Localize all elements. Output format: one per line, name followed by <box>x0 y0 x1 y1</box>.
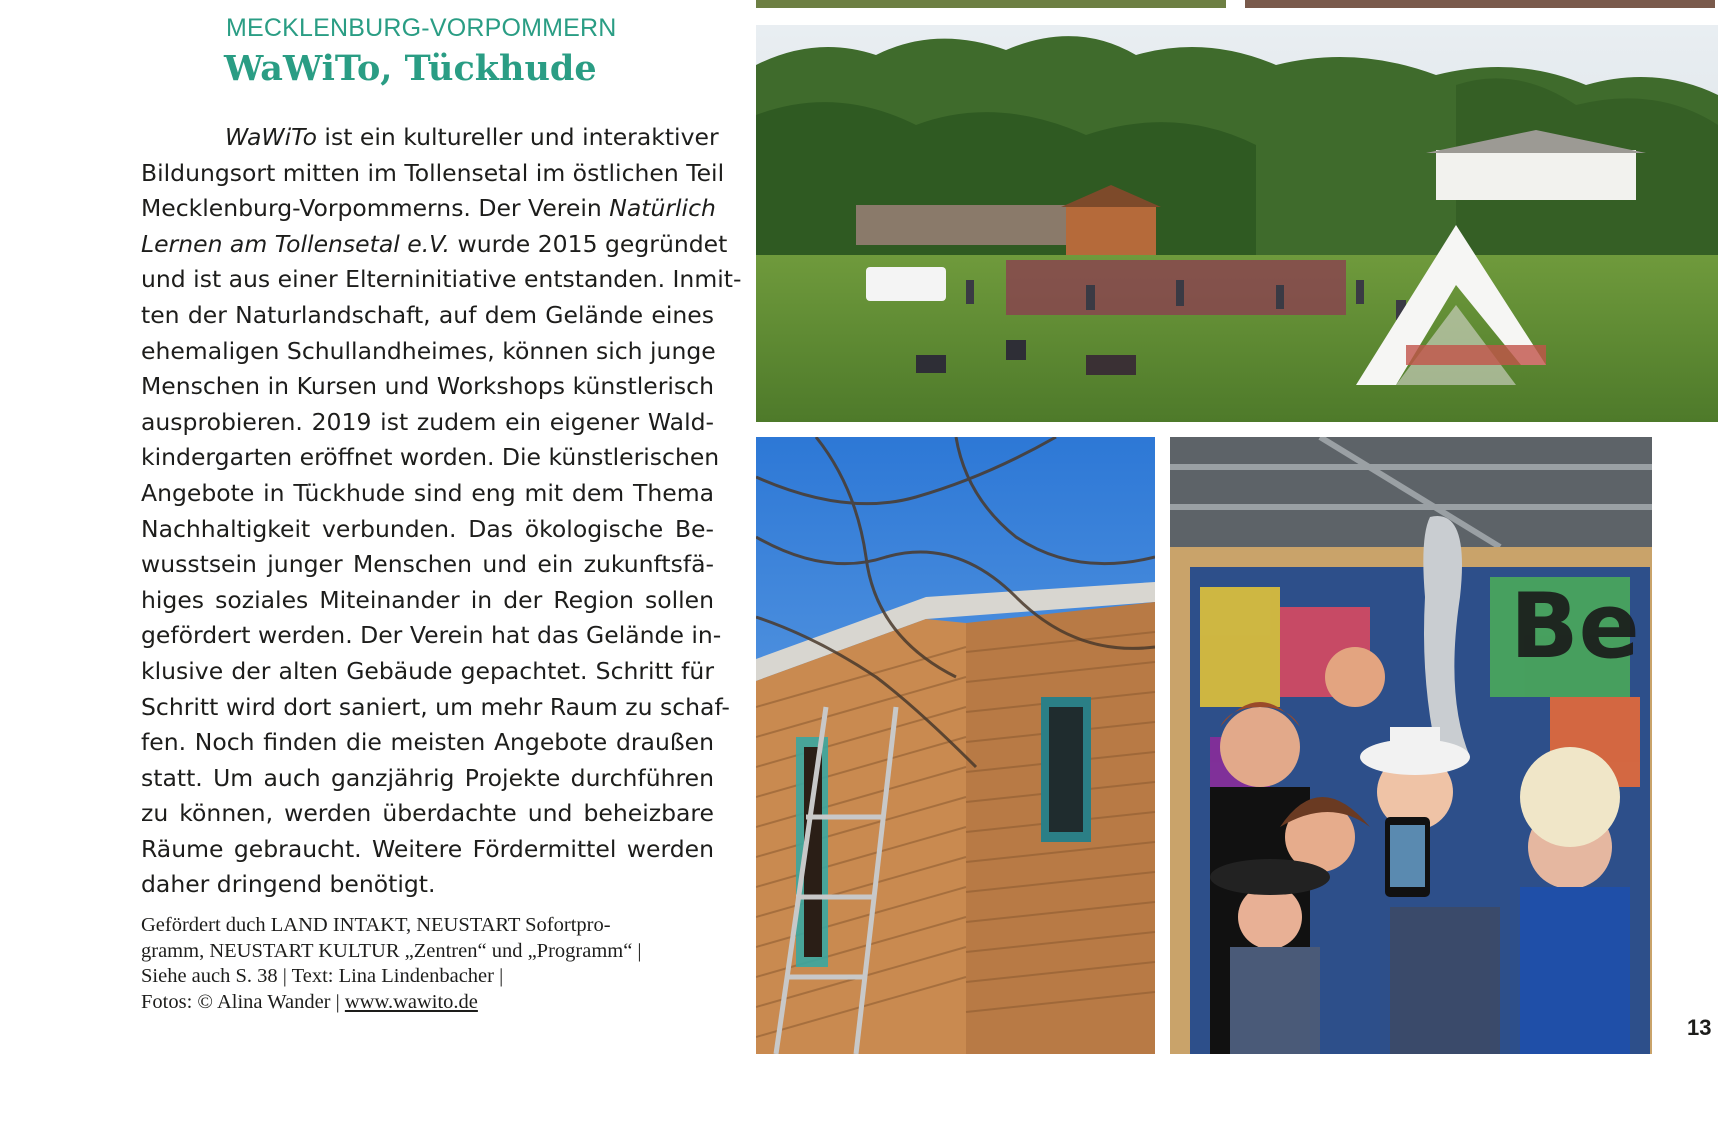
body-text-run: Nachhaltigkeit verbunden. Das ökologische Be- <box>141 514 714 543</box>
page-number: 13 <box>1687 1015 1712 1040</box>
body-text-run: Mecklenburg-Vorpommerns. Der Verein <box>141 194 610 223</box>
body-text-run: fen. Noch finden die meisten Angebote draußen <box>141 728 714 757</box>
svg-text:Be: Be <box>1510 574 1640 679</box>
body-line <box>141 405 714 441</box>
body-text-run: ausprobieren. 2019 ist zudem ein eigener Wald- <box>141 407 714 436</box>
body-text-run: statt. Um auch ganzjährig Projekte durchführen <box>141 763 714 792</box>
body-line <box>141 761 714 797</box>
body-line <box>141 156 725 192</box>
body-text-italic: Natürlich <box>609 194 716 223</box>
body-text-italic: Lernen am Tollensetal e.V. <box>141 229 451 258</box>
body-text-run: und ist aus einer Elterninitiative entstanden. Inmit- <box>141 265 742 294</box>
body-line <box>141 262 742 298</box>
website-link[interactable]: www.wawito.de <box>344 990 478 1013</box>
body-line <box>141 547 714 583</box>
credits-block <box>141 913 701 1015</box>
credits-photo-label: Fotos: © Alina Wander | <box>141 990 345 1013</box>
body-line <box>141 867 714 903</box>
body-text-run: Angebote in Tückhude sind eng mit dem Thema <box>141 478 714 507</box>
body-text-run: zu können, werden überdachte und beheizbare <box>141 799 714 828</box>
photo-strip-top-right <box>1245 0 1715 8</box>
body-line <box>141 512 714 548</box>
body-line <box>141 583 714 619</box>
credits-line <box>141 990 701 1016</box>
article-title: WaWiTo, Tückhude <box>224 48 597 89</box>
photo-meadow-gathering <box>756 25 1718 422</box>
credits-line: Gefördert duch LAND INTAKT, NEUSTART Sofortpro- <box>141 914 611 936</box>
photo-costume-party <box>1170 437 1652 1054</box>
body-line <box>141 690 730 726</box>
body-text-run: klusive der alten Gebäude gepachtet. Schritt für <box>141 656 714 685</box>
body-line <box>141 618 722 654</box>
body-line <box>141 440 720 476</box>
body-line <box>141 298 714 334</box>
body-text-run: higes soziales Miteinander in der Region sollen <box>141 585 714 614</box>
credits-line: gramm, NEUSTART KULTUR „Zentren“ und „Programm“ | <box>141 939 642 962</box>
body-line <box>141 369 714 405</box>
photo-wooden-house <box>756 437 1155 1054</box>
body-text-run: wusstsein junger Menschen und ein zukunftsfä- <box>141 550 714 579</box>
body-line <box>141 654 714 690</box>
body-text-run: Räume gebraucht. Weitere Fördermittel werden <box>141 834 714 863</box>
article-body <box>141 120 742 903</box>
body-text-run: Schritt wird dort saniert, um mehr Raum zu schaf- <box>141 692 730 721</box>
body-text-run: ten der Naturlandschaft, auf dem Gelände eines <box>141 300 714 329</box>
body-line <box>141 334 714 370</box>
body-text-run: ehemaligen Schullandheimes, können sich junge <box>141 336 716 365</box>
photo-strip-top-left <box>756 0 1226 8</box>
body-line <box>141 227 728 263</box>
body-line <box>141 476 714 512</box>
body-text-italic: WaWiTo <box>225 123 317 151</box>
body-text-run: kindergarten eröffnet worden. Die künstlerischen <box>141 443 720 472</box>
body-text-run: Menschen in Kursen und Workshops künstlerisch <box>141 372 714 401</box>
body-text-run: ist ein kultureller und interaktiver <box>316 123 719 151</box>
credits-line: Siehe auch S. 38 | Text: Lina Lindenbacher | <box>141 965 504 988</box>
body-line <box>141 191 714 227</box>
body-text-run: gefördert werden. Der Verein hat das Gelände in- <box>141 621 722 650</box>
body-line <box>141 725 714 761</box>
body-line <box>141 120 719 156</box>
region-label: MECKLENBURG-VORPOMMERN <box>226 14 617 42</box>
body-line <box>141 796 714 832</box>
body-text-run: Bildungsort mitten im Tollensetal im östlichen Teil <box>141 158 725 187</box>
body-text-run: wurde 2015 gegründet <box>450 229 728 258</box>
body-line <box>141 832 714 868</box>
body-text-run: daher dringend benötigt. <box>141 870 436 899</box>
